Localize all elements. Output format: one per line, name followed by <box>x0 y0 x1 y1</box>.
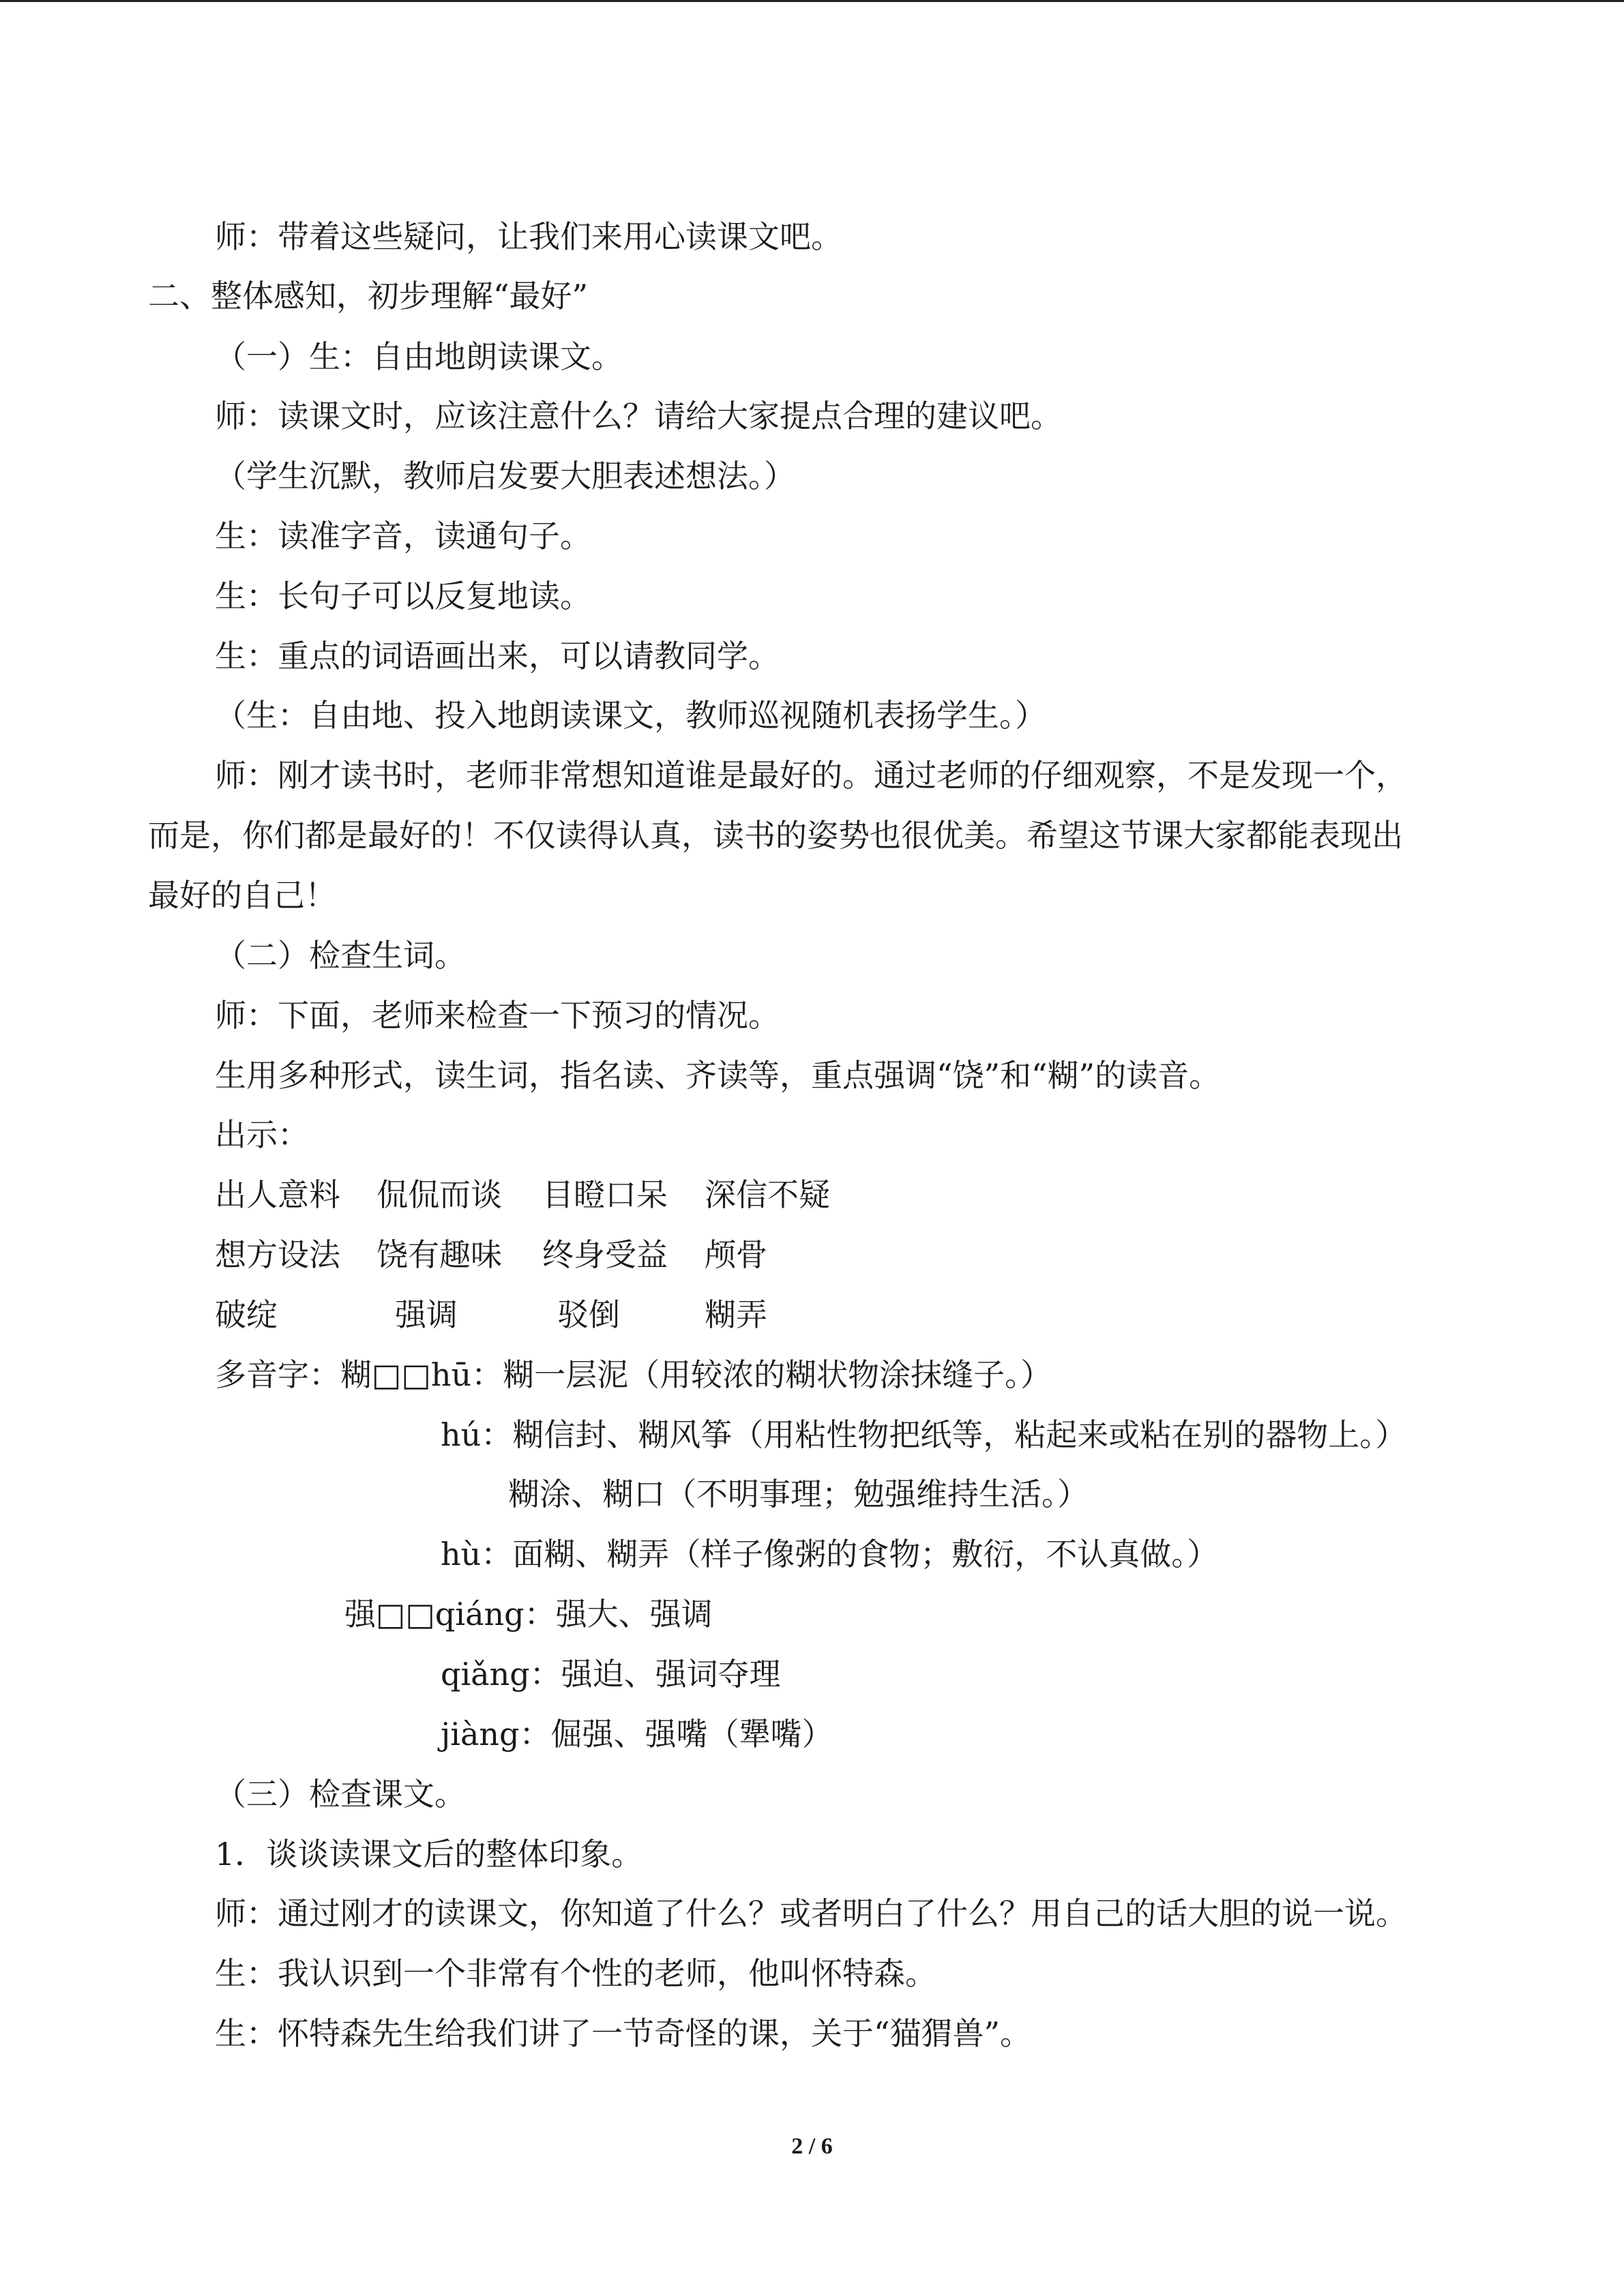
vocab-row <box>215 1234 965 1275</box>
text-line: 1．谈谈读课文后的整体印象。 <box>215 1836 643 1873</box>
vocab-word: 驳倒 <box>557 1296 620 1333</box>
vocab-word: 深信不疑 <box>705 1176 830 1213</box>
text-line: 最好的自己！ <box>148 877 336 914</box>
page-number: 2 / 6 <box>791 2134 833 2159</box>
vocab-word: 目瞪口呆 <box>542 1176 668 1213</box>
text-line: 生：读准字音，读通句子。 <box>215 518 591 554</box>
vocab-word: 终身受益 <box>542 1236 668 1273</box>
text-line: （生：自由地、投入地朗读课文，教师巡视随机表扬学生。） <box>215 697 1046 734</box>
polyphone-line: jiàng：倔强、强嘴（犟嘴） <box>441 1716 833 1753</box>
text-line: 生：怀特森先生给我们讲了一节奇怪的课，关于“猫猬兽”。 <box>215 2015 1032 2052</box>
vocab-word: 侃侃而谈 <box>377 1176 502 1213</box>
text-line: 生：长句子可以反复地读。 <box>215 578 591 614</box>
text-line: 师：下面，老师来检查一下预习的情况。 <box>215 997 780 1034</box>
text-line: 师：带着这些疑问，让我们来用心读课文吧。 <box>215 218 842 255</box>
vocab-word: 出人意料 <box>215 1176 340 1213</box>
subsection-heading: （二）检查生词。 <box>215 937 466 974</box>
vocab-word: 颅骨 <box>705 1236 767 1273</box>
text-line: 师：通过刚才的读课文，你知道了什么？或者明白了什么？用自己的话大胆的说一说。 <box>215 1895 1407 1932</box>
subsection-heading: （三）检查课文。 <box>215 1776 466 1813</box>
polyphone-line: 多音字：糊□□hū：糊一层泥（用较浓的糊状物涂抹缝子。） <box>215 1356 1052 1393</box>
vocab-word: 强调 <box>395 1296 458 1333</box>
subsection-heading: （一）生：自由地朗读课文。 <box>215 338 623 375</box>
polyphone-line: 糊涂、糊口（不明事理；勉强维持生活。） <box>508 1476 1089 1512</box>
text-line: 而是，你们都是最好的！不仅读得认真，读书的姿势也很优美。希望这节课大家都能表现出 <box>148 817 1403 854</box>
section-heading: 二、整体感知，初步理解“最好” <box>148 278 589 314</box>
polyphone-line: hù：面糊、糊弄（样子像粥的食物；敷衍，不认真做。） <box>441 1536 1219 1572</box>
text-line: 师：读课文时，应该注意什么？请给大家提点合理的建议吧。 <box>215 398 1062 434</box>
vocab-word: 饶有趣味 <box>377 1236 502 1273</box>
text-line: 生用多种形式，读生词，指名读、齐读等，重点强调“饶”和“糊”的读音。 <box>215 1057 1221 1094</box>
polyphone-line: 强□□qiáng：强大、强调 <box>344 1596 713 1632</box>
text-line: 出示： <box>215 1116 309 1153</box>
text-line: （学生沉默，教师启发要大胆表述想法。） <box>215 458 795 494</box>
vocab-word: 破绽 <box>215 1296 278 1333</box>
vocab-row <box>215 1294 965 1335</box>
vocab-word: 糊弄 <box>705 1296 767 1333</box>
text-line: 生：我认识到一个非常有个性的老师，他叫怀特森。 <box>215 1955 936 1992</box>
polyphone-line: qiǎng：强迫、强词夺理 <box>441 1656 781 1693</box>
text-line: 师：刚才读书时，老师非常想知道谁是最好的。通过老师的仔细观察，不是发现一个， <box>215 757 1407 794</box>
vocab-row <box>215 1174 965 1215</box>
vocab-word: 想方设法 <box>215 1236 340 1273</box>
polyphone-line: hú：糊信封、糊风筝（用粘性物把纸等，粘起来或粘在别的器物上。） <box>441 1416 1407 1453</box>
text-line: 生：重点的词语画出来，可以请教同学。 <box>215 638 780 674</box>
